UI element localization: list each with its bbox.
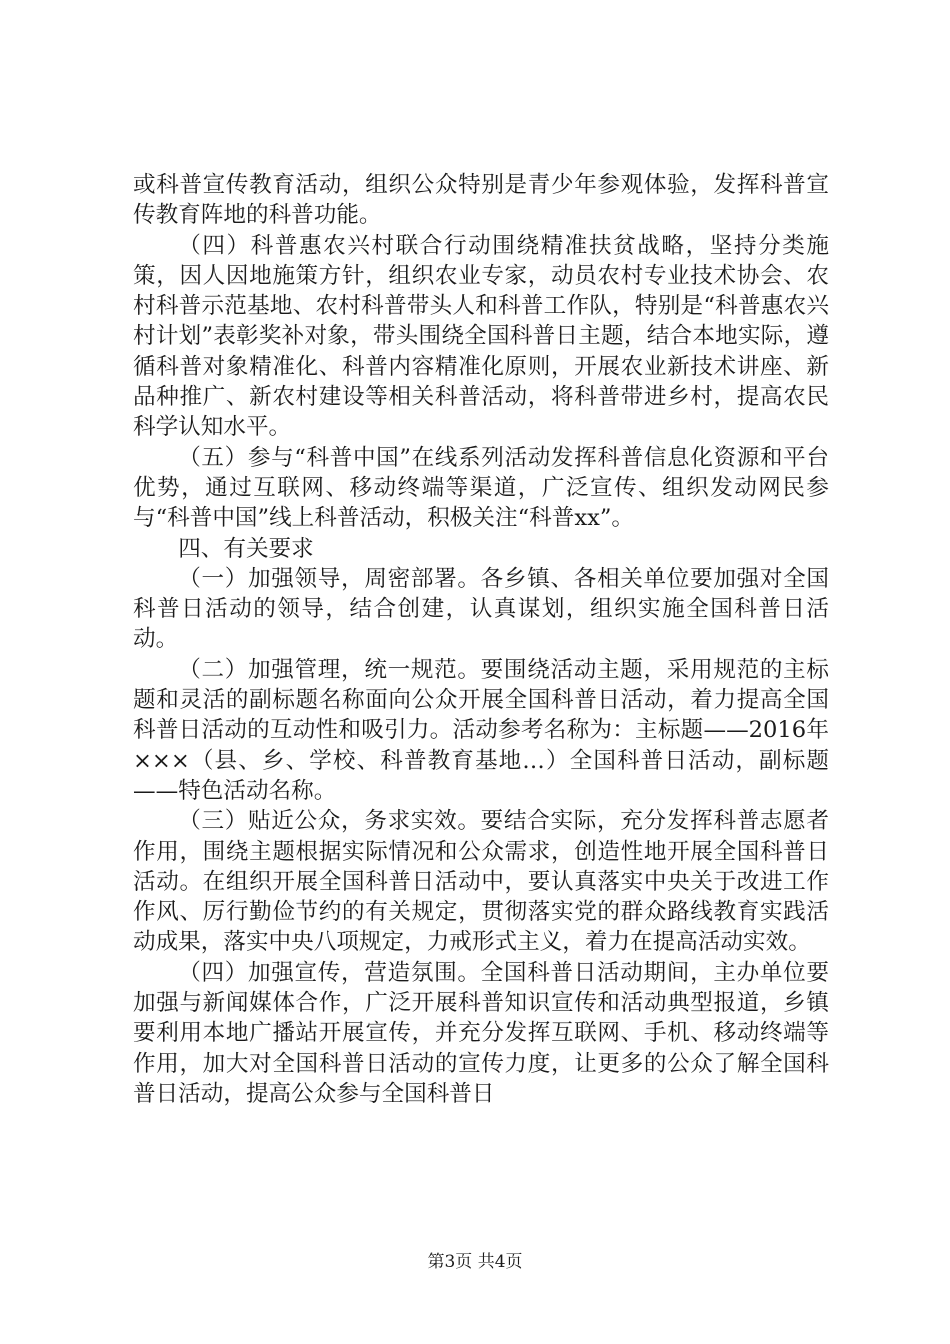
paragraph-requirement-2: （二）加强管理，统一规范。要围绕活动主题，采用规范的主标题和灵活的副标题名称面向公众开展全国科普日活动，着力提高全国科普日活动的互动性和吸引力。活动参考名称为：主标题——2016年×××（县、乡、学校、科普教育基地…）全国科普日活动，副标题——特色活动名称。: [133, 656, 829, 804]
page-footer: 第3页 共4页: [427, 1252, 523, 1272]
paragraph-section-4: （四）科普惠农兴村联合行动围绕精准扶贫战略，坚持分类施策，因人因地施策方针，组织农业专家，动员农村专业技术协会、农村科普示范基地、农村科普带头人和科普工作队，特别是“科普惠农兴村计划”表彰奖补对象，带头围绕全国科普日主题，结合本地实际，遵循科普对象精准化、科普内容精准化原则，开展农业新技术讲座、新品种推广、新农村建设等相关科普活动，将科普带进乡村，提高农民科学认知水平。: [133, 232, 829, 441]
document-body: [133, 170, 829, 1109]
section-heading-requirements: 四、有关要求: [178, 535, 314, 562]
paragraph-requirement-4: （四）加强宣传，营造氛围。全国科普日活动期间，主办单位要加强与新闻媒体合作，广泛开展科普知识宣传和活动典型报道，乡镇要利用本地广播站开展宣传，并充分发挥互联网、手机、移动终端等作用，加大对全国科普日活动的宣传力度，让更多的公众了解全国科普日活动，提高公众参与全国科普日: [133, 959, 829, 1107]
paragraph-requirement-3: （三）贴近公众，务求实效。要结合实际，充分发挥科普志愿者作用，围绕主题根据实际情况和公众需求，创造性地开展全国科普日活动。在组织开展全国科普日活动中，要认真落实中央关于改进工作作风、厉行勤俭节约的有关规定，贯彻落实党的群众路线教育实践活动成果，落实中央八项规定，力戒形式主义，着力在提高活动实效。: [133, 808, 829, 956]
paragraph-section-5: （五）参与“科普中国”在线系列活动发挥科普信息化资源和平台优势，通过互联网、移动终端等渠道，广泛宣传、组织发动网民参与“科普中国”线上科普活动，积极关注“科普xx”。: [133, 444, 829, 532]
paragraph-requirement-1: （一）加强领导，周密部署。各乡镇、各相关单位要加强对全国科普日活动的领导，结合创建，认真谋划，组织实施全国科普日活动。: [133, 565, 829, 653]
paragraph-continuation: 或科普宣传教育活动，组织公众特别是青少年参观体验，发挥科普宣传教育阵地的科普功能。: [133, 172, 829, 229]
